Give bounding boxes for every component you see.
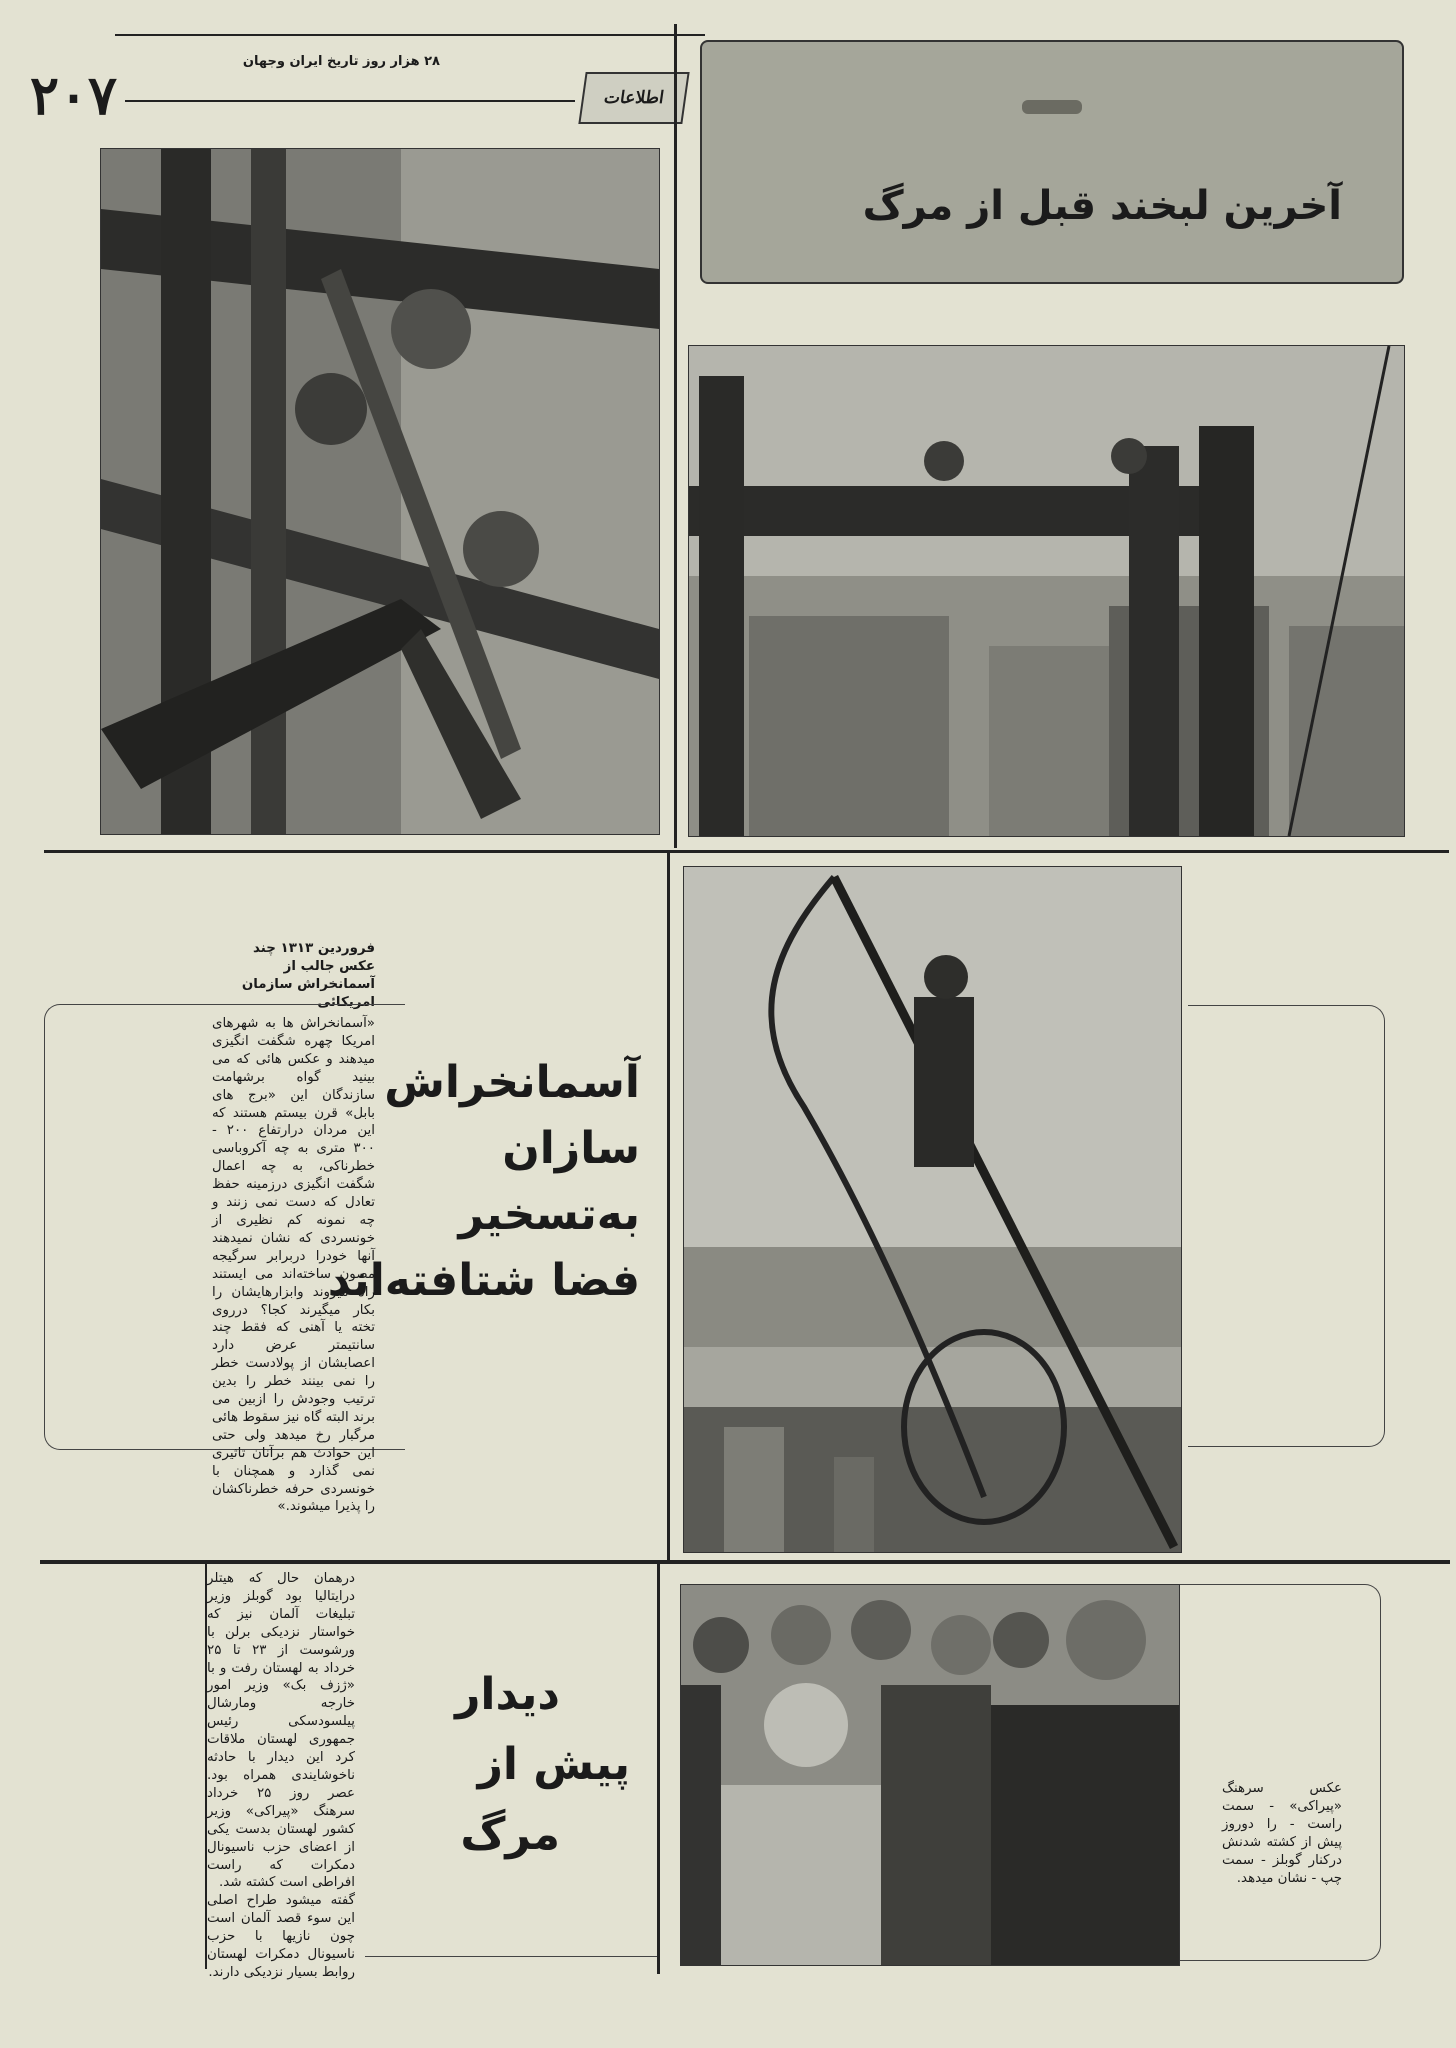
top-column-divider (674, 24, 677, 848)
page-number: ۲۰۷ (30, 63, 118, 127)
section-title: آخرین لبخند قبل از مرگ (862, 183, 1342, 229)
bottom-headline-line-1: دیدار (455, 1669, 560, 1720)
logo-text: اطلاعات (602, 88, 666, 108)
series-title: ۲۸ هزار روز تاریخ ایران وجهان (242, 54, 440, 69)
bottom-headline-line-3: مرگ (460, 1809, 560, 1860)
article-frame-right (1188, 1005, 1385, 1447)
section-rule-2 (40, 1560, 1450, 1564)
photo-caption: عکس سرهنگ «پیراکی» - سمت راست - را دوروز پیش از کشته شدنش درکنار گوبلز - سمت چپ - نشان میدهد. (1222, 1781, 1342, 1886)
header-top-rule (115, 34, 705, 36)
caption-frame (1180, 1584, 1381, 1961)
article-body: «آسمانخراش ها به شهرهای امریکا چهره شگفت انگیزی میدهند و عکس هائی که می بینید گواه برشهامت سازندگان این «برج های بابل» قرن بیستم هستند که این مردان درارتفاع ۲۰۰ - ۳۰۰ متری به چه آکروباسی خطرناکی، به چه اعمال شگفت انگیزی درزمینه حفظ تعادل که دست نمی زنند و چه نمونه کم نظیری از خونسردی که نشان نمیدهند آنها خودرا دربرابر سرگیجه مصون ساخته‌اند می ایستند راه میروند وابزارهایشان را بکار میگیرند کجا؟ درروی تخته یا آهنی که فقط چند سانتیمتر عرض دارد اعصابشان از پولادست خطر را نمی بینند خطر را بدین ترتیب وجودش را ازبین می برند البته گاه نیز سقوط هائی مرگبار رخ میدهد ولی حتی این حوادث هم برآنان تاثیری نمی گذارد و همچنان با خونسردی حرفه خطرناکشان را پذیرا میشوند.» (212, 1016, 375, 1515)
photo-cable-climber (683, 866, 1182, 1553)
headline-line-4: فضا شتافته‌اند (327, 1255, 640, 1306)
bottom-headline-line-2: پیش از (477, 1739, 630, 1790)
photo-workers-on-beams (688, 345, 1405, 837)
banner-ornament (1022, 100, 1082, 114)
header-line (125, 100, 575, 102)
bottom-column-divider (657, 1564, 660, 1974)
bottom-paragraph-1: درهمان حال که هیتلر درایتالیا بود گوبلز وزیر تبلیغات آلمان نیز که خواستار نزدیکی برلن با ورشوست از ۲۳ تا ۲۵ خرداد به لهستان رفت و با «ژزف بک» وزیر امور خارجه ومارشال پیلسودسکی رئیس جمهوری لهستان ملاقات کرد این دیدار با حادثه ناخوشایندی همراه بود. عصر روز ۲۵ خرداد سرهنگ «پیراکی» وزیر کشور لهستان بدست یکی از اعضای حزب ناسیونال دمکرات که راست افراطی است کشته شد. (207, 1571, 355, 1891)
bottom-body (207, 1570, 355, 1982)
headline-line-3: به‌تسخیر (458, 1189, 640, 1240)
headline-line-1: آسمانخراش (384, 1057, 640, 1108)
title-banner (700, 40, 1404, 284)
middle-column-divider (667, 850, 670, 1562)
headline-line-2: سازان (502, 1123, 640, 1174)
page-header (30, 28, 680, 128)
newspaper-logo (578, 72, 689, 124)
photo-goebbels-group (680, 1584, 1180, 1966)
bottom-headline (380, 1660, 630, 1870)
photo-workers-riveting (100, 148, 660, 835)
article-intro: فروردین ۱۳۱۳ چند عکس جالب از آسمانخراش سازمان امریکائی (241, 941, 375, 1010)
section-rule-1 (44, 850, 1449, 853)
bottom-paragraph-2: گفته میشود طراح اصلی این سوء قصد آلمان است چون نازیها با حزب ناسیونال دمکرات لهستان روابط بسیار نزدیکی دارند. (207, 1893, 355, 1980)
article-headline (327, 1050, 640, 1314)
